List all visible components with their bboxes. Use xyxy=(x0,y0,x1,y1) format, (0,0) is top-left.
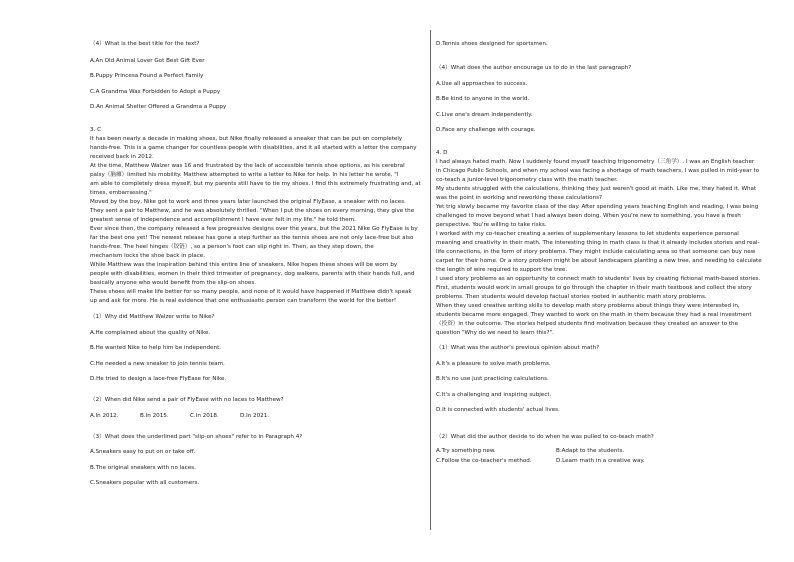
right-column xyxy=(436,0,766,562)
passage-line: Moved by the boy, Nike got to work and three years later launched the original FlyEase, a sneaker with no laces. xyxy=(90,199,406,205)
option: C.It's a challenging and inspiring subject. xyxy=(436,391,552,398)
passage-line: They sent a pair to Matthew, and he was absolutely thrilled. "When I put the shoes on every morning, they give the xyxy=(90,208,415,214)
option-row xyxy=(436,447,766,456)
passage-line: I worked with my co-teacher creating a series of supplementary lessons to let students experience personal xyxy=(436,231,739,237)
passage-line: problems. Then students would develop factual stories rooted in authentic math story problems. xyxy=(436,294,707,300)
passage-line: times, embarrassing." xyxy=(90,190,152,196)
passage-line: far the best one yet! The newest release has gone a step further as the tennis shoes are not only lace-free but also xyxy=(90,235,414,241)
option: C.Sneakers popular with all customers. xyxy=(90,480,200,486)
passage-line: These shoes will make life better for so many people, and none of it would have happened if Matthew didn't speak xyxy=(90,289,412,295)
answer-label: 3. C xyxy=(90,127,102,133)
passage-line: I used story problems as an opportunity to connect math to students' lives by creating fictional math-based stories. xyxy=(436,276,761,282)
passage xyxy=(90,135,420,306)
option: D.An Animal Shelter Offered a Grandma a Puppy xyxy=(90,104,227,110)
passage-line: First, students would work in small groups to go through the chapter in their math textbook and collect the story xyxy=(436,285,752,291)
passage-line: meaning and creativity in their math. The interesting thing in math class is that it already includes stories and real- xyxy=(436,240,760,246)
passage-line: up and ask for more. He is real evidence that one enthusiastic person can transform the world for the better! xyxy=(90,298,397,304)
passage-line: palsy（脑瘫）limited his mobility. Matthew attempted to write a letter to Nike for help. In his letter he wrote, "I xyxy=(90,172,399,178)
question-stem: （3）What does the underlined part "slip-on shoes" refer to in Paragraph 4? xyxy=(90,433,303,440)
option: A.Try something new. xyxy=(436,448,496,454)
option: C.Follow the co-teacher's method. xyxy=(436,458,532,464)
option: B.In 2015. xyxy=(140,412,169,419)
option: A.It's a pleasure to solve math problems. xyxy=(436,360,551,367)
option: B.He wanted Nike to help him be independent. xyxy=(90,345,222,351)
option: B.The original sneakers with no laces. xyxy=(90,464,196,471)
option: A.Sneakers easy to put on or take off. xyxy=(90,449,196,455)
passage-line: It has been nearly a decade in making shoes, but Nike finally released a sneaker that can be put on completely xyxy=(90,136,403,142)
option: C.He needed a new sneaker to join tennis team. xyxy=(90,360,225,367)
left-column xyxy=(90,0,420,562)
question-stem: （4）What is the best title for the text? xyxy=(90,41,200,47)
passage-line: hands-free. The heel hinges（铰链）, so a person's foot can slip right in. Then, as they step down, the xyxy=(90,244,374,250)
column-divider xyxy=(430,30,431,530)
option: A.He complained about the quality of Nike. xyxy=(90,329,211,336)
option: D.Learn math in a creative way. xyxy=(556,458,645,464)
question-stem: （1）Why did Matthew Walzer write to Nike? xyxy=(90,314,215,320)
passage-line: Ever since then, the company released a few progressive designs over the years, but the 2021 Nike Go FlyEase is by xyxy=(90,226,418,232)
passage-line: perspective. You're willing to take risks. xyxy=(436,222,547,228)
passage-line: life connections, in the form of story problems. They might include calculating area so that someone can buy new xyxy=(436,249,756,255)
option: D.Face any challenge with courage. xyxy=(436,127,536,133)
passage-line: Yet trig slowly became my favorite class of the day. After spending years teaching English and reading, I was being xyxy=(436,204,759,210)
passage-line: When they used creative writing skills to develop math story problems about things they were interested in, xyxy=(436,303,740,309)
option: C.Live one's dream independently. xyxy=(436,111,533,118)
passage-line: My students struggled with the calculations, thinking they just weren't good at math. Like me, they hated it. What xyxy=(436,186,757,192)
option: C.A Grandma Was Forbidden to Adopt a Puppy xyxy=(90,88,221,95)
passage-line: am able to completely dress myself, but my parents still have to tie my shoes. I find this extremely frustrating and, at xyxy=(90,181,421,187)
passage xyxy=(436,158,766,338)
passage-line: At the time, Matthew Walzer was 16 and frustrated by the lack of accessible tennis shoe options, as his cerebral xyxy=(90,163,405,169)
option: A.In 2012. xyxy=(90,412,119,419)
question-stem: （4）What does the author encourage us to do in the last paragraph? xyxy=(436,65,632,71)
option: A.An Old Animal Lover Got Best Gift Ever xyxy=(90,57,205,64)
option-row xyxy=(436,457,766,466)
passage-line: hands-free. This is a game changer for countless people with disabilities, and it all started with a letter the company xyxy=(90,145,417,151)
passage-line: students became more engaged. They wanted to work on the math in them because they had a real investment xyxy=(436,312,752,318)
option: B.Adapt to the students. xyxy=(556,448,625,454)
option: D.He tried to design a lace-free FlyEase for Nike. xyxy=(90,376,227,382)
passage-line: the length of wire required to support the tree. xyxy=(436,267,568,273)
option: B.Be kind to anyone in the world. xyxy=(436,96,530,102)
passage-line: question "Why do we need to learn this?". xyxy=(436,330,554,336)
passage-line: was the point in working and reworking these calculations? xyxy=(436,195,602,201)
option-row xyxy=(90,412,420,421)
answer-label: 4. D xyxy=(436,150,448,156)
question-stem: （2）What did the author decide to do when he was pulled to co-teach math? xyxy=(436,434,654,440)
option: B.It's no use just practicing calculations. xyxy=(436,376,549,382)
question-stem: （1）What was the author's previous opinion about math? xyxy=(436,345,600,351)
passage-line: carpet for their home. Or a story problem might be about landscapers planting a new tree, and needing to calculate xyxy=(436,258,762,264)
option: B.Puppy Princesa Found a Perfect Family xyxy=(90,73,204,79)
option: C.In 2018. xyxy=(190,412,219,419)
passage-line: mechanism locks the shoe back in place. xyxy=(90,253,205,259)
passage-line: received back in 2012. xyxy=(90,154,154,160)
passage-line: I had always hated math. Now I suddenly found myself teaching trigonometry（三角学）. I was an English teacher xyxy=(436,159,755,165)
passage-line: greatest sense of independence and accomplishment I have ever felt in my life." he told them. xyxy=(90,217,356,223)
passage-line: basically anyone who would benefit from the slip-on shoes. xyxy=(90,280,257,286)
option: D.Tennis shoes designed for sportsmen. xyxy=(436,41,548,47)
passage-line: challenged to move beyond what I had always been doing. When you're new to something, you have a fresh xyxy=(436,213,741,219)
passage-line: co-teach a junior-level trigonometry class with the math teacher. xyxy=(436,177,618,183)
option: D.It is connected with students' actual lives. xyxy=(436,407,560,413)
option: D.In 2021. xyxy=(240,412,270,419)
passage-line: While Matthew was the inspiration behind this entire line of sneakers, Nike hopes these shoes will be worn by xyxy=(90,262,398,268)
option: A.Use all approaches to success. xyxy=(436,80,528,87)
passage-line: people with disabilities, women in their third trimester of pregnancy, dog walkers, parents with their hands full, and xyxy=(90,271,415,277)
passage-line: in Chicago Public Schools, and when my school was facing a shortage of math teachers, I was pulled in mid-year to xyxy=(436,168,760,174)
passage-line: （投资）in the outcome. The stories helped students find motivation because they created an answer to the xyxy=(436,321,739,327)
question-stem: （2）When did Nike send a pair of FlyEase with no laces to Matthew? xyxy=(90,397,284,403)
